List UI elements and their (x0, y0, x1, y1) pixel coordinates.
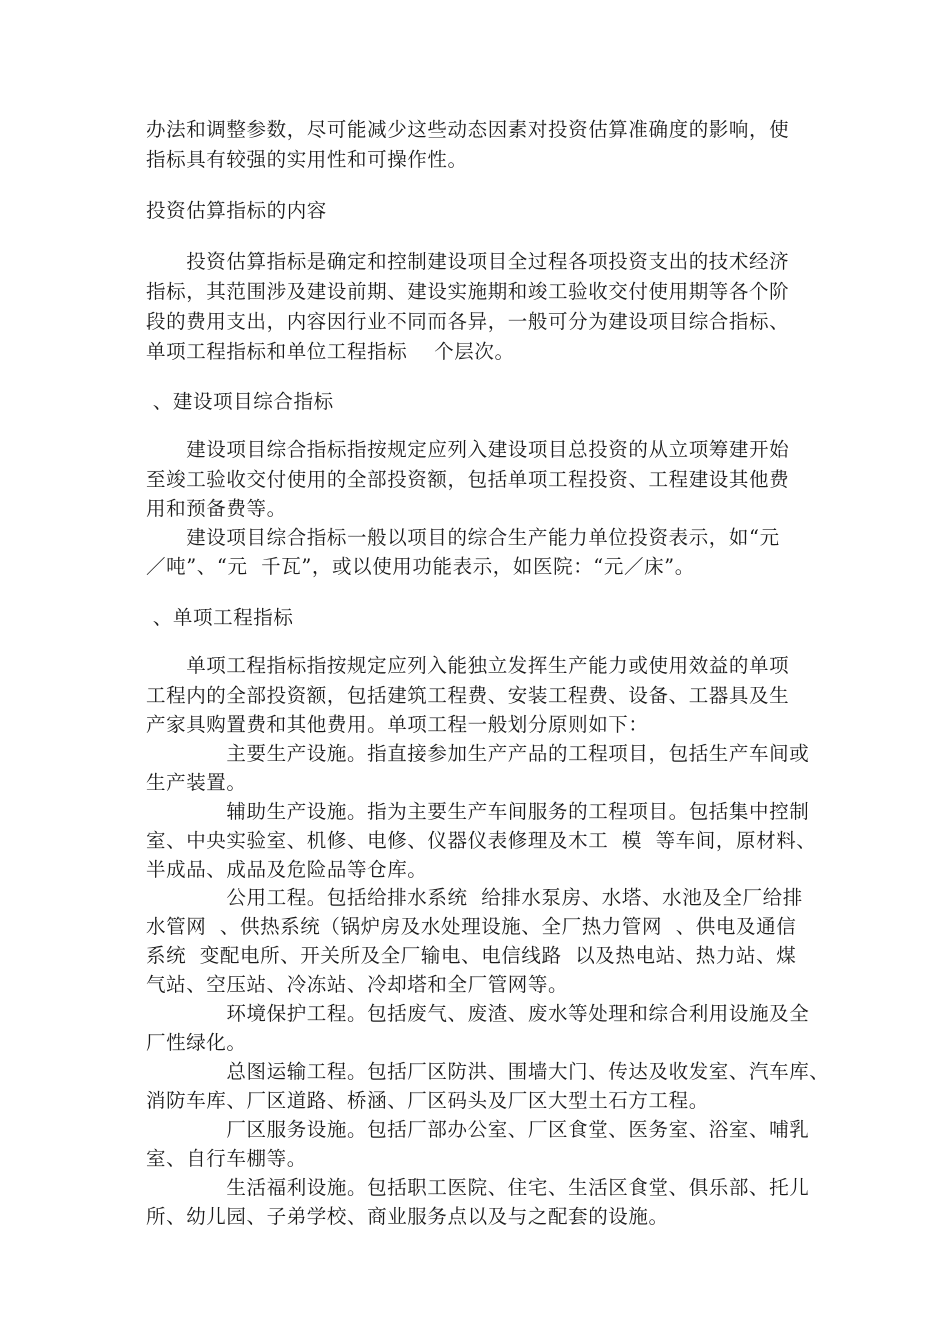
paragraph-line: 工程内的全部投资额，包括建筑工程费、安装工程费、设备、工器具及生 (146, 684, 790, 707)
section-title: 投资估算指标的内容 (146, 199, 327, 222)
list-item-line: 所、幼儿园、子弟学校、商业服务点以及与之配套的设施。 (146, 1205, 669, 1228)
content-line: 指标，其范围涉及建设前期、建设实施期和竣工验收交付使用期等各个阶 (146, 280, 790, 303)
list-item-line: 消防车库、厂区道路、桥涵、厂区码头及厂区大型土石方工程。 (146, 1089, 709, 1112)
paragraph-line: 用和预备费等。 (146, 497, 287, 520)
paragraph-line: 建设项目综合指标指按规定应列入建设项目总投资的从立项筹建开始 (146, 438, 790, 461)
list-item-line: 辅助生产设施。指为主要生产车间服务的工程项目。包括集中控制 (146, 800, 810, 823)
paragraph-line: 单项工程指标指按规定应列入能独立发挥生产能力或使用效益的单项 (146, 654, 790, 677)
list-item-line: 公用工程。包括给排水系统 给排水泵房、水塔、水池及全厂给排 (146, 886, 803, 909)
subsection-title: 、单项工程指标 (146, 606, 294, 629)
list-item-line: 生活福利设施。包括职工医院、住宅、生活区食堂、俱乐部、托儿 (146, 1176, 810, 1199)
subsection-title: 、建设项目综合指标 (146, 390, 334, 413)
list-item-line: 室、自行车棚等。 (146, 1147, 307, 1170)
paragraph-line: ／吨”、“元 千瓦”，或以使用功能表示，如医院：“元／床”。 (146, 555, 695, 578)
list-item-line: 系统 变配电所、开关所及全厂输电、电信线路 以及热电站、热力站、煤 (146, 944, 797, 967)
list-item-line: 水管网 、供热系统（锅炉房及水处理设施、全厂热力管网 、供电及通信 (146, 915, 797, 938)
list-item-line: 主要生产设施。指直接参加生产产品的工程项目，包括生产车间或 (146, 742, 810, 765)
content-line: 投资估算指标是确定和控制建设项目全过程各项投资支出的技术经济 (146, 250, 790, 273)
list-item-line: 生产装置。 (146, 771, 247, 794)
paragraph-line: 产家具购置费和其他费用。单项工程一般划分原则如下： (146, 713, 649, 736)
list-item-line: 半成品、成品及危险品等仓库。 (146, 858, 428, 881)
list-item-line: 厂区服务设施。包括厂部办公室、厂区食堂、医务室、浴室、哺乳 (146, 1118, 810, 1141)
list-item-line: 室、中央实验室、机修、电修、仪器仪表修理及木工 模 等车间，原材料、 (146, 829, 817, 852)
intro-line: 指标具有较强的实用性和可操作性。 (146, 148, 468, 171)
paragraph-line: 建设项目综合指标一般以项目的综合生产能力单位投资表示，如“元 (146, 526, 780, 549)
intro-line: 办法和调整参数，尽可能减少这些动态因素对投资估算准确度的影响，使 (146, 118, 790, 141)
paragraph-line: 至竣工验收交付使用的全部投资额，包括单项工程投资、工程建设其他费 (146, 468, 790, 491)
content-line: 段的费用支出，内容因行业不同而各异，一般可分为建设项目综合指标、 (146, 310, 790, 333)
list-item-line: 气站、空压站、冷冻站、冷却塔和全厂管网等。 (146, 973, 569, 996)
content-line: 单项工程指标和单位工程指标 个层次。 (146, 340, 515, 363)
list-item-line: 总图运输工程。包括厂区防洪、围墙大门、传达及收发室、汽车库、 (146, 1060, 830, 1083)
list-item-line: 环境保护工程。包括废气、废渣、废水等处理和综合利用设施及全 (146, 1002, 810, 1025)
list-item-line: 厂性绿化。 (146, 1031, 247, 1054)
